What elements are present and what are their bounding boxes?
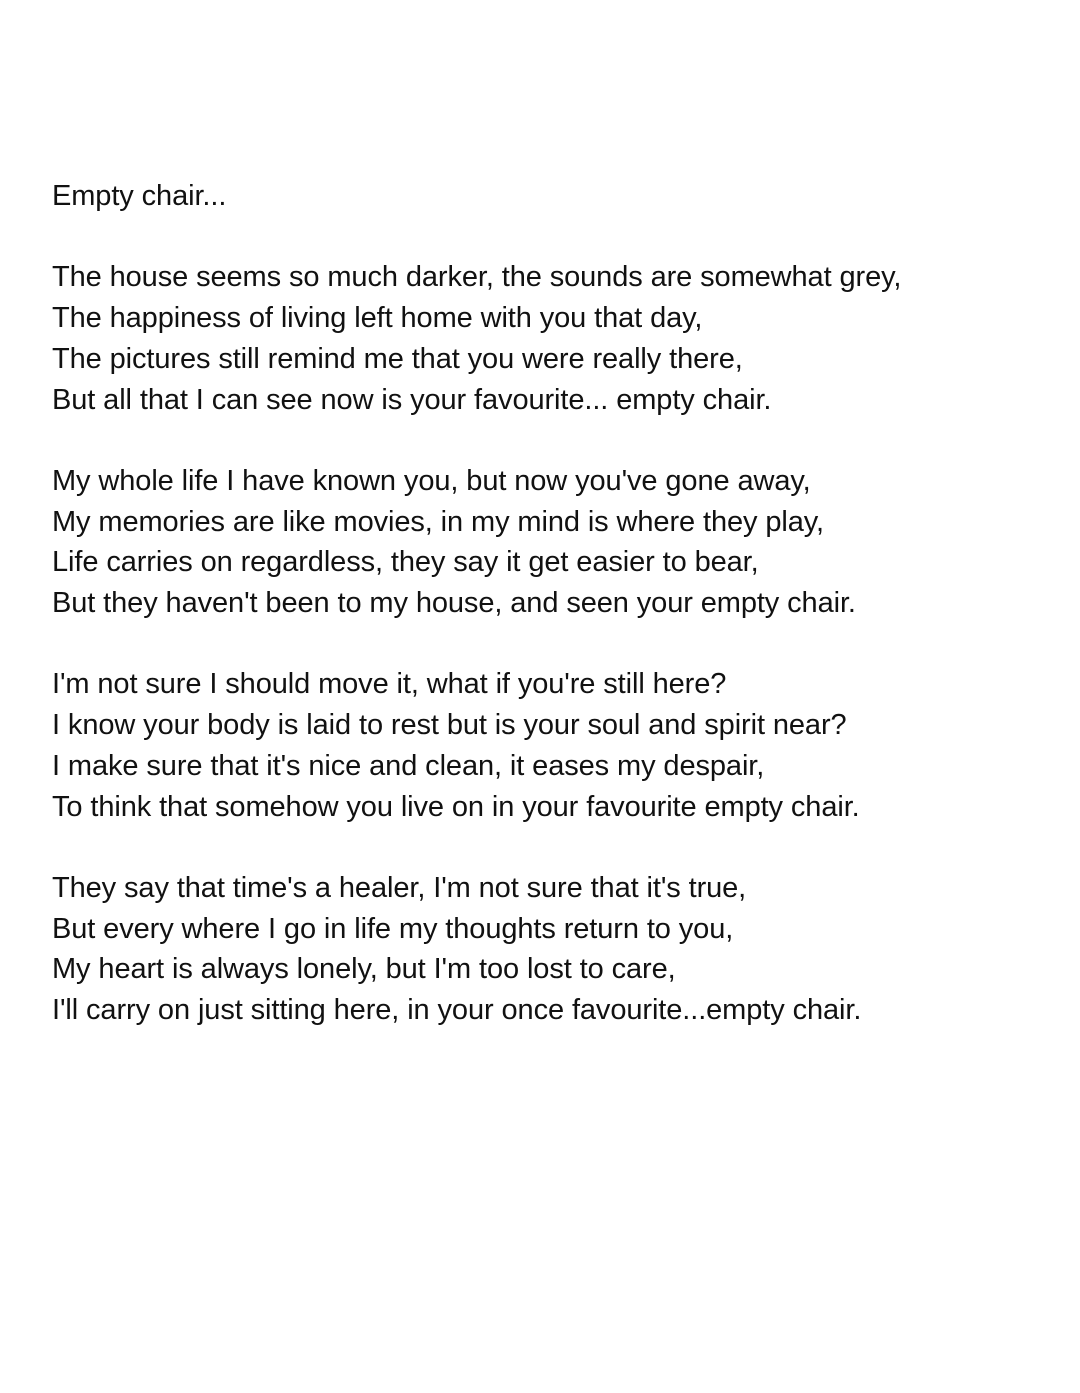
- poem-line: I know your body is laid to rest but is your soul and spirit near?: [52, 709, 847, 742]
- poem-line: My heart is always lonely, but I'm too lost to care,: [52, 953, 676, 986]
- poem-line: They say that time's a healer, I'm not sure that it's true,: [52, 871, 747, 904]
- stanza-4: [52, 868, 1062, 1031]
- stanza-2: [52, 461, 1062, 624]
- poem-title: Empty chair...: [52, 180, 227, 212]
- poem-line: The house seems so much darker, the sounds are somewhat grey,: [52, 261, 902, 294]
- poem: [52, 176, 1062, 1031]
- poem-line: The pictures still remind me that you were really there,: [52, 342, 743, 375]
- stanza-1: [52, 257, 1062, 420]
- poem-line: To think that somehow you live on in your favourite empty chair.: [52, 790, 860, 823]
- poem-line: But all that I can see now is your favourite... empty chair.: [52, 383, 772, 416]
- poem-line: The happiness of living left home with you that day,: [52, 302, 703, 335]
- poem-line: Life carries on regardless, they say it get easier to bear,: [52, 546, 759, 579]
- poem-line: But they haven't been to my house, and seen your empty chair.: [52, 587, 856, 619]
- poem-line: My memories are like movies, in my mind is where they play,: [52, 505, 824, 538]
- poem-line: But every where I go in life my thoughts return to you,: [52, 912, 734, 945]
- poem-line: I make sure that it's nice and clean, it eases my despair,: [52, 749, 765, 782]
- poem-line: My whole life I have known you, but now you've gone away,: [52, 464, 811, 497]
- poem-line: I'll carry on just sitting here, in your once favourite...empty chair.: [52, 994, 862, 1026]
- poem-line: I'm not sure I should move it, what if you're still here?: [52, 668, 727, 701]
- stanza-3: [52, 664, 1062, 827]
